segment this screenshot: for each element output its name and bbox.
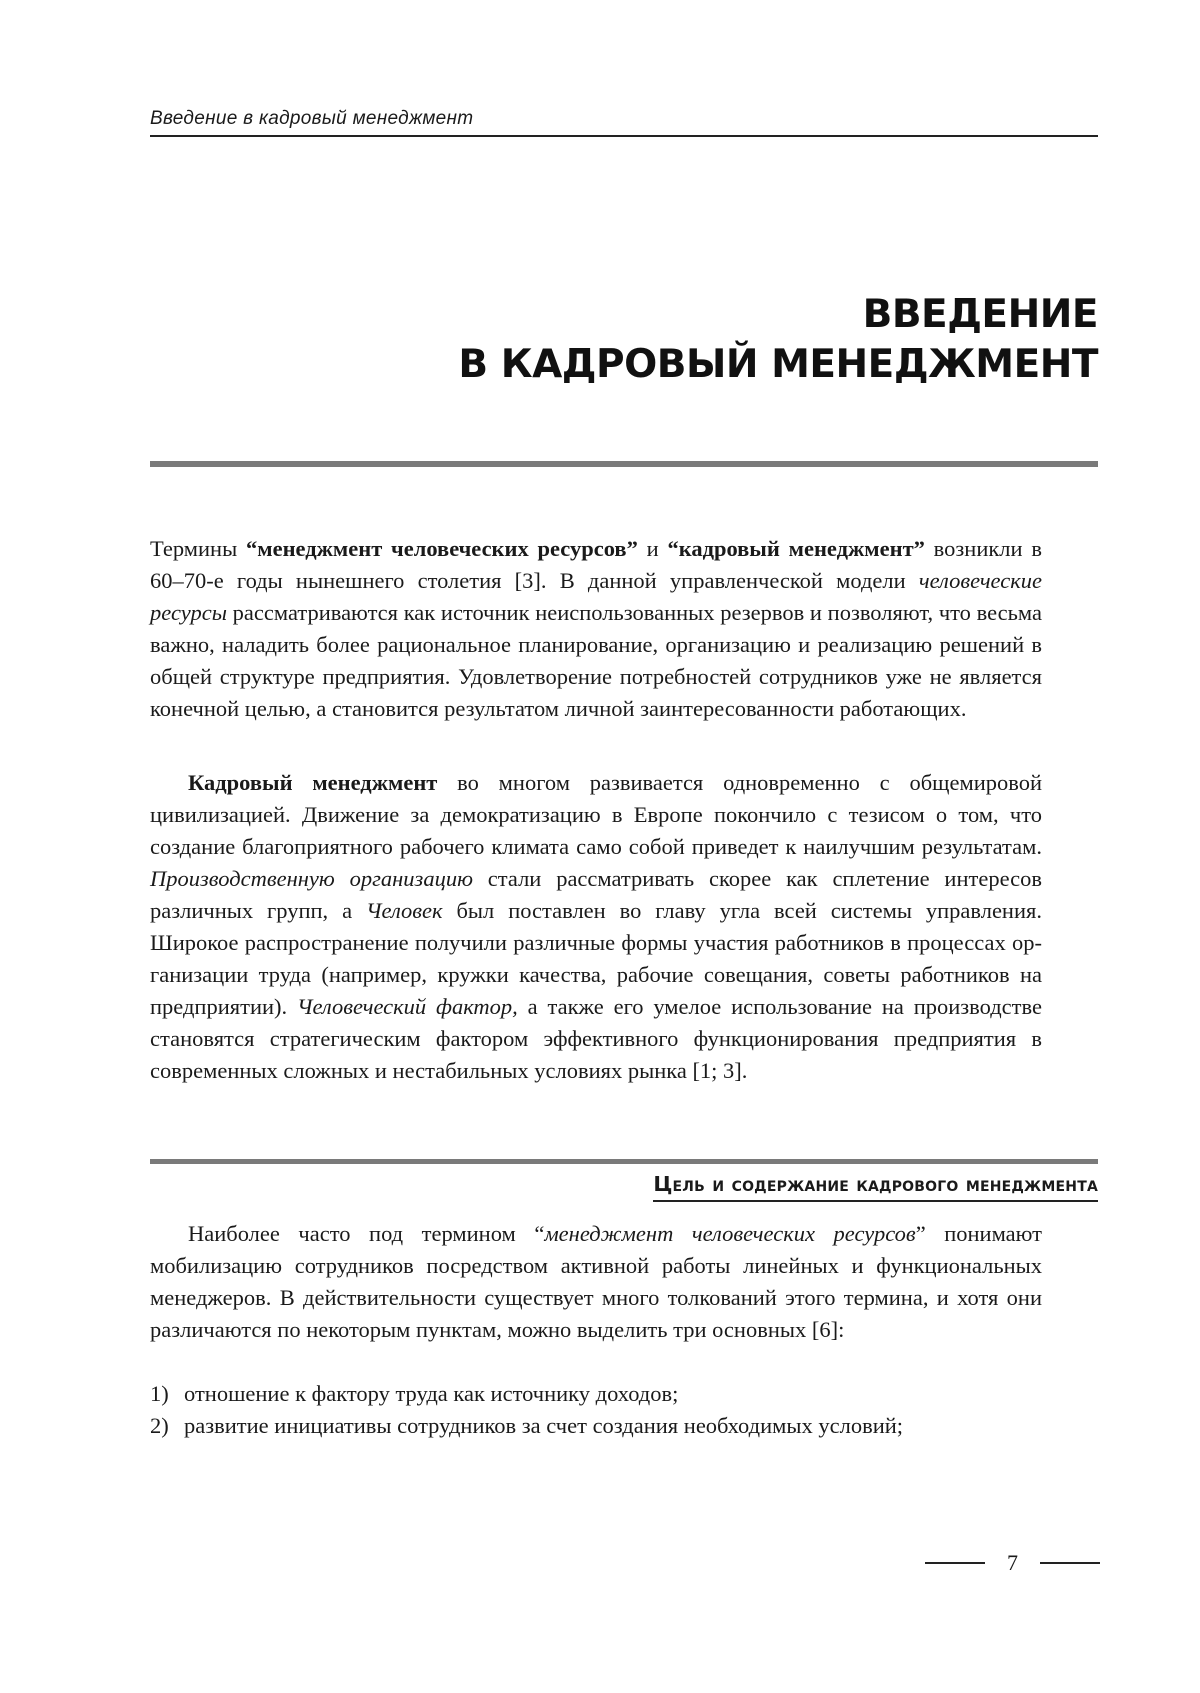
list-item <box>150 1378 1042 1410</box>
running-head: Введение в кадровый менеджмент <box>150 108 1098 137</box>
page-footer <box>925 1550 1100 1576</box>
list-item-number: 2) <box>150 1413 169 1438</box>
chapter-title-line1: ВВЕДЕНИЕ <box>862 292 1098 337</box>
bold-term: “менеджмент человеческих ресурсов” <box>246 536 638 561</box>
chapter-title <box>458 290 1098 390</box>
list-item-text: отношение к фактору труда как источнику доходов; <box>184 1381 679 1406</box>
title-divider <box>150 461 1098 467</box>
chapter-title-line2: В КАДРОВЫЙ МЕНЕДЖМЕНТ <box>458 342 1098 387</box>
text-run: ” понимают мобилизацию сотрудников посредством активной работы линейных и функциональных менеджеров. В действительности существует много толкований этого термина, и хотя они различаются по некоторым пунктам, можно выделить три основных [6]: <box>150 1221 1043 1342</box>
bold-term: “кадровый менеджмент” <box>667 536 925 561</box>
numbered-list <box>150 1378 1042 1442</box>
page-number: 7 <box>1007 1550 1018 1575</box>
list-item <box>150 1410 1042 1442</box>
paragraph-3 <box>150 1218 1042 1346</box>
text-run: стали рассматривать скорее как сплетение интересов различных групп, а <box>150 866 1042 923</box>
section-divider <box>150 1159 1098 1164</box>
section-title: Цель и содержание кадрового менеджмента <box>653 1172 1098 1202</box>
italic-term: менеджмент человеческих ресурсов <box>544 1221 916 1246</box>
list-item-number: 1) <box>150 1381 169 1406</box>
list-item-text: развитие инициативы сотрудников за счет создания необходимых условий; <box>184 1413 904 1438</box>
italic-term: Человеческий фактор, <box>296 994 518 1019</box>
paragraph-1 <box>150 533 1042 725</box>
text-run: во многом развивается одновременно с общемировой цивилизацией. Движение за демократизацию в Европе покончило с тезисом о том, что создание благоприятного рабочего климата само собой приведет к наилучшим результатам. <box>150 770 1042 859</box>
footer-rule-left <box>925 1562 985 1564</box>
text-run: и <box>637 536 668 561</box>
text-run: Термины <box>150 536 247 561</box>
text-run: а также его умелое использование на производстве становятся стратегическим фактором эффективного функционирования предприятия в современных сложных и нестабильных условиях рынка [1; 3]. <box>150 994 1042 1083</box>
italic-term: человеческие ресурсы <box>150 568 1042 625</box>
italic-term: Человек <box>366 898 443 923</box>
text-run: был поставлен во главу угла всей системы управления. Широкое распространение получили различные формы участия работников в процессах организации труда (например, кружки качества, рабочие совещания, советы работников на предприятии). <box>150 898 1042 1019</box>
text-run: возникли в 60–70-е годы нынешнего столетия [3]. В данной управленческой модели <box>150 536 1042 593</box>
footer-rule-right <box>1040 1562 1100 1564</box>
italic-term: Производственную организацию <box>150 866 473 891</box>
paragraph-2 <box>150 767 1042 1087</box>
text-run: рассматриваются как источник неиспользованных резервов и позволяют, что весьма важно, наладить более рациональное планирование, организацию и реализацию решений в общей структуре предприятия. Удовлетворение потребностей сотрудников уже не является конечной целью, а становится результатом личной заинтересованности работающих. <box>150 600 1042 721</box>
text-run: Наиболее часто под термином “ <box>188 1221 545 1246</box>
bold-term: Кадровый менеджмент <box>188 770 438 795</box>
